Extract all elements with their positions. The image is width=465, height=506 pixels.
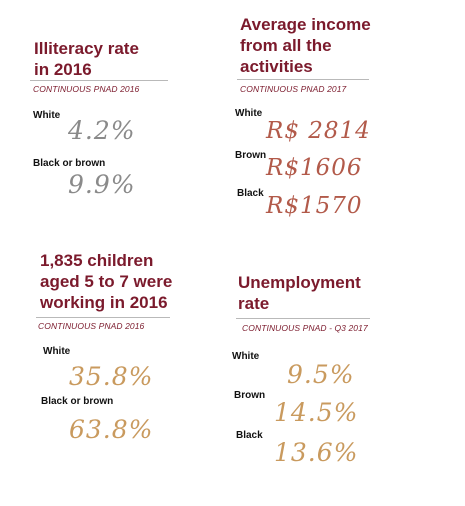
children-label-white: White (43, 346, 71, 357)
income-label-white: White (235, 108, 263, 119)
children-value-white: 35.8% (69, 362, 154, 391)
illiteracy-label-black-brown: Black or brown (33, 158, 106, 169)
illiteracy-value-black-brown: 9.9% (68, 170, 136, 199)
unemployment-value-white: 9.5% (287, 360, 355, 389)
income-source: CONTINUOUS PNAD 2017 (240, 84, 347, 94)
income-label-black: Black (237, 188, 264, 199)
unemployment-label-brown: Brown (234, 390, 266, 401)
unemployment-label-black: Black (236, 430, 263, 441)
children-divider (36, 317, 170, 318)
children-title-line1: 1,835 children (40, 251, 154, 270)
income-value-brown: R$1606 (266, 155, 363, 181)
income-title (240, 14, 371, 77)
unemployment-value-brown: 14.5% (274, 398, 359, 427)
children-title-line2: aged 5 to 7 were (40, 272, 173, 291)
income-value-white: R$ 2814 (266, 118, 371, 144)
unemployment-title (238, 272, 361, 314)
illiteracy-title (34, 38, 139, 80)
children-source: CONTINUOUS PNAD 2016 (38, 321, 145, 331)
children-title (40, 250, 172, 313)
unemployment-label-white: White (232, 351, 260, 362)
illiteracy-title-line1: Illiteracy rate (34, 39, 139, 58)
illiteracy-label-white: White (33, 110, 61, 121)
illiteracy-divider (30, 80, 168, 81)
income-divider (237, 79, 369, 80)
income-title-line3: activities (240, 57, 313, 76)
income-title-line2: from all the (240, 36, 332, 55)
unemployment-value-black: 13.6% (274, 438, 359, 467)
children-title-line3: working in 2016 (40, 293, 168, 312)
illiteracy-value-white: 4.2% (68, 116, 136, 145)
unemployment-title-line2: rate (238, 294, 270, 313)
illiteracy-source: CONTINUOUS PNAD 2016 (33, 84, 140, 94)
unemployment-divider (236, 318, 370, 319)
income-value-black: R$1570 (266, 193, 363, 219)
unemployment-source: CONTINUOUS PNAD - Q3 2017 (242, 323, 368, 333)
unemployment-title-line1: Unemployment (238, 273, 361, 292)
illiteracy-title-line2: in 2016 (34, 60, 92, 79)
children-label-black-brown: Black or brown (41, 396, 114, 407)
income-title-line1: Average income (240, 15, 371, 34)
children-value-black-brown: 63.8% (69, 415, 154, 444)
income-label-brown: Brown (235, 150, 267, 161)
